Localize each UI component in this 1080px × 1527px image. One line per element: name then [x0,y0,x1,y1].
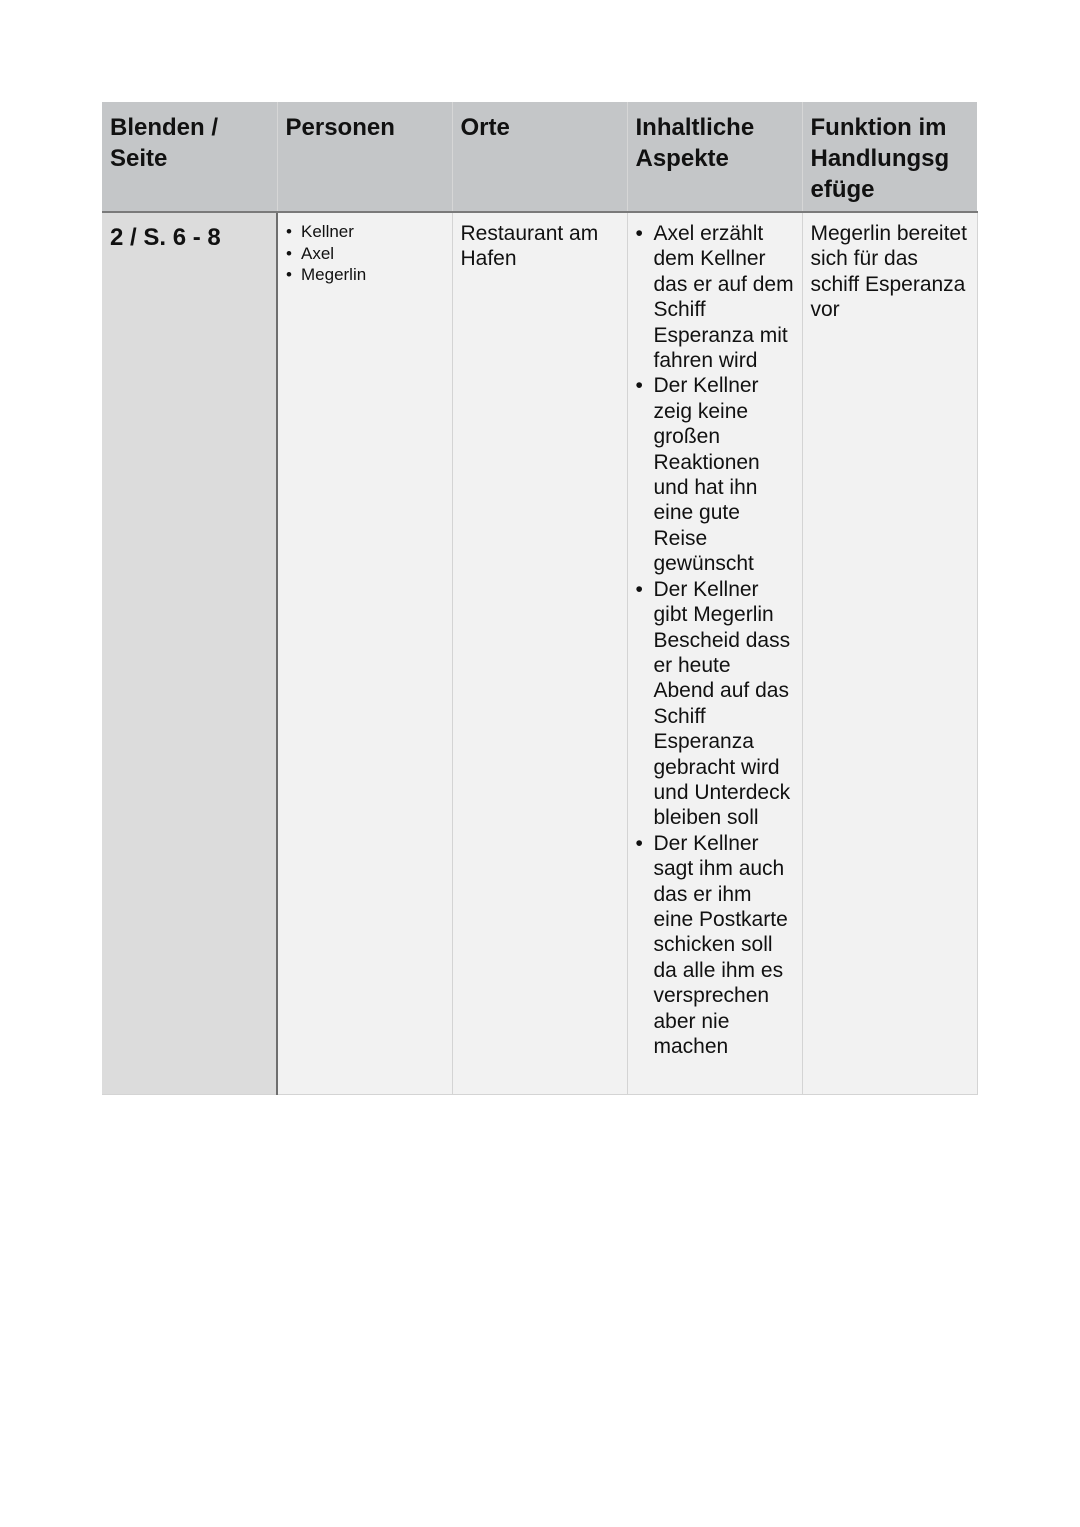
analysis-table [102,102,978,1095]
header-funktion-line3: efüge [810,176,875,203]
cell-personen [277,212,452,1095]
header-inhalt [627,102,802,212]
header-inhalt-line1: Inhaltliche [635,114,755,141]
header-inhalt-line2: Aspekte [635,145,729,172]
list-item: • Megerlin [286,264,446,286]
header-row [102,102,977,212]
list-item: • Der Kellner zeig keine großen Reaktionen und hat ihn eine gute Reise gewünscht [636,373,796,576]
header-blenden-line2: Seite [110,145,168,172]
list-item: • Kellner [286,221,446,243]
cell-blende: 2 / S. 6 - 8 [102,212,277,1095]
cell-funktion: Megerlin bereitet sich für das schiff Esperanza vor [802,212,977,1095]
cell-aspekte [627,212,802,1095]
header-blenden-line1: Blenden / [110,114,219,141]
list-item: • Axel erzählt dem Kellner das er auf dem Schiff Esperanza mit fahren wird [636,221,796,373]
list-item: • Der Kellner sagt ihm auch das er ihm eine Postkarte schicken soll da alle ihm es versprechen aber nie machen [636,831,796,1060]
document-page [102,102,977,1095]
header-orte: Orte [452,102,627,212]
header-funktion [802,102,977,212]
cell-ort: Restaurant am Hafen [452,212,627,1095]
table-row [102,212,977,1095]
header-funktion-line1: Funktion im [810,114,947,141]
list-item: • Axel [286,243,446,265]
header-blenden [102,102,277,212]
list-item: • Der Kellner gibt Megerlin Bescheid dass er heute Abend auf das Schiff Esperanza gebracht wird und Unterdeck bleiben soll [636,577,796,831]
header-funktion-line2: Handlungsg [810,145,950,172]
aspekte-list [636,221,796,1059]
personen-list [286,221,446,286]
header-personen: Personen [277,102,452,212]
